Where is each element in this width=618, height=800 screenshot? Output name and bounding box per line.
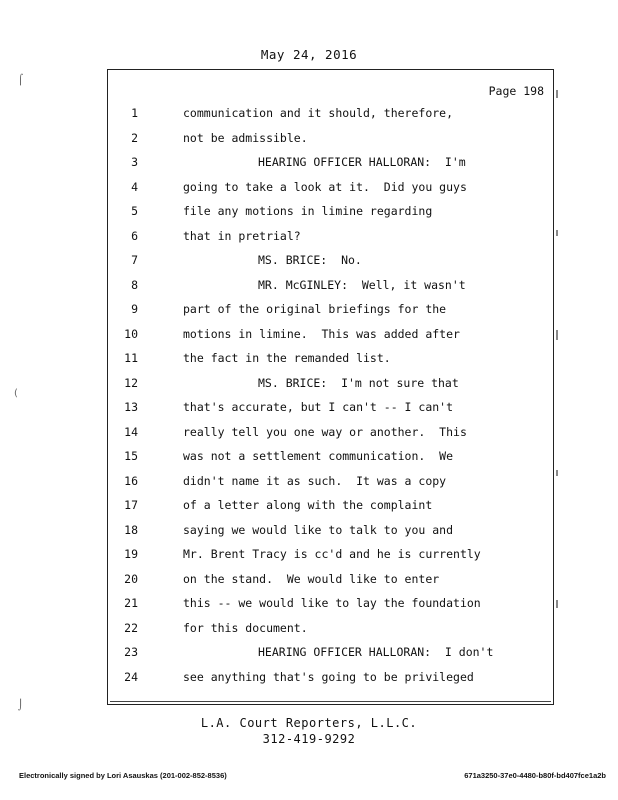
line-text: not be admissible. bbox=[183, 130, 308, 145]
line-text: MS. BRICE: No. bbox=[258, 253, 362, 267]
line-number: 6 bbox=[131, 228, 138, 243]
line-number: 2 bbox=[131, 130, 138, 145]
line-number: 3 bbox=[131, 155, 138, 169]
line-number: 1 bbox=[131, 106, 138, 120]
line-number: 24 bbox=[124, 669, 138, 684]
line-text: that in pretrial? bbox=[183, 228, 301, 243]
transcript-line bbox=[108, 572, 555, 592]
transcript-line bbox=[108, 253, 555, 273]
scan-mark-middle: ( bbox=[14, 388, 18, 399]
line-text: MR. McGINLEY: Well, it wasn't bbox=[258, 277, 466, 292]
line-number: 23 bbox=[124, 645, 138, 659]
transcript-line bbox=[108, 155, 555, 175]
scan-edge-mark bbox=[556, 330, 558, 340]
line-text: communication and it should, therefore, bbox=[183, 106, 454, 120]
transcript-line bbox=[108, 425, 555, 445]
line-number: 7 bbox=[131, 253, 138, 267]
line-text: motions in limine. This was added after bbox=[183, 326, 460, 341]
line-number: 14 bbox=[124, 424, 138, 439]
line-text: saying we would like to talk to you and bbox=[183, 522, 454, 537]
transcript-line bbox=[108, 131, 555, 151]
scan-edge-mark bbox=[556, 230, 558, 236]
transcript-page-frame bbox=[107, 69, 554, 705]
line-text: Mr. Brent Tracy is cc'd and he is currently bbox=[183, 547, 481, 561]
line-number: 15 bbox=[124, 449, 138, 463]
line-text: on the stand. We would like to enter bbox=[183, 571, 440, 586]
footer-company: L.A. Court Reporters, L.L.C. bbox=[200, 716, 418, 730]
transcript-line bbox=[108, 523, 555, 543]
line-text: didn't name it as such. It was a copy bbox=[183, 473, 447, 488]
line-number: 5 bbox=[131, 204, 138, 218]
transcript-line bbox=[108, 474, 555, 494]
line-text: part of the original briefings for the bbox=[183, 302, 447, 316]
transcript-line bbox=[108, 670, 555, 690]
line-text: MS. BRICE: I'm not sure that bbox=[258, 375, 459, 390]
scan-mark-bottom: ⌡ bbox=[18, 700, 24, 711]
line-text: going to take a look at it. Did you guys bbox=[183, 179, 467, 194]
transcript-line bbox=[108, 400, 555, 420]
line-text: was not a settlement communication. We bbox=[183, 449, 454, 463]
line-text: for this document. bbox=[183, 620, 308, 635]
line-number: 18 bbox=[124, 522, 138, 537]
footer-phone: 312-419-9292 bbox=[262, 732, 356, 746]
transcript-line bbox=[108, 327, 555, 347]
electronic-signature-note: Electronically signed by Lori Asauskas (201-002-852-8536) bbox=[19, 771, 227, 780]
line-number: 10 bbox=[124, 326, 138, 341]
document-id: 671a3250-37e0-4480-b80f-bd407fce1a2b bbox=[464, 771, 606, 780]
line-number: 22 bbox=[124, 620, 138, 635]
line-number: 19 bbox=[124, 547, 138, 561]
line-number: 16 bbox=[124, 473, 138, 488]
transcript-line bbox=[108, 449, 555, 469]
line-text: HEARING OFFICER HALLORAN: I'm bbox=[258, 155, 466, 169]
transcript-line bbox=[108, 229, 555, 249]
transcript-line bbox=[108, 106, 555, 126]
transcript-line bbox=[108, 278, 555, 298]
scan-edge-mark bbox=[556, 90, 558, 98]
line-text: this -- we would like to lay the foundation bbox=[183, 596, 481, 610]
transcript-line bbox=[108, 547, 555, 567]
transcript-line bbox=[108, 498, 555, 518]
transcript-line bbox=[108, 376, 555, 396]
scan-mark-top: ⌠ bbox=[18, 75, 24, 86]
transcript-line bbox=[108, 302, 555, 322]
line-text: file any motions in limine regarding bbox=[183, 204, 433, 218]
line-text: that's accurate, but I can't -- I can't bbox=[183, 400, 454, 414]
line-text: of a letter along with the complaint bbox=[183, 498, 433, 512]
transcript-line bbox=[108, 645, 555, 665]
transcript-line bbox=[108, 351, 555, 371]
scan-edge-mark bbox=[556, 470, 558, 476]
transcript-date: May 24, 2016 bbox=[260, 47, 358, 62]
transcript-line bbox=[108, 204, 555, 224]
page-number: Page 198 bbox=[488, 84, 544, 98]
line-number: 20 bbox=[124, 571, 138, 586]
line-number: 12 bbox=[124, 375, 138, 390]
transcript-line bbox=[108, 596, 555, 616]
transcript-line bbox=[108, 180, 555, 200]
line-number: 21 bbox=[124, 596, 138, 610]
transcript-line bbox=[108, 621, 555, 641]
line-text: HEARING OFFICER HALLORAN: I don't bbox=[258, 645, 494, 659]
line-text: the fact in the remanded list. bbox=[183, 351, 391, 365]
line-number: 11 bbox=[124, 351, 138, 365]
line-text: really tell you one way or another. This bbox=[183, 424, 467, 439]
line-number: 8 bbox=[131, 277, 138, 292]
line-number: 17 bbox=[124, 498, 138, 512]
line-number: 4 bbox=[131, 179, 138, 194]
line-number: 9 bbox=[131, 302, 138, 316]
line-text: see anything that's going to be privileged bbox=[183, 669, 474, 684]
scan-edge-mark bbox=[556, 600, 558, 608]
line-number: 13 bbox=[124, 400, 138, 414]
